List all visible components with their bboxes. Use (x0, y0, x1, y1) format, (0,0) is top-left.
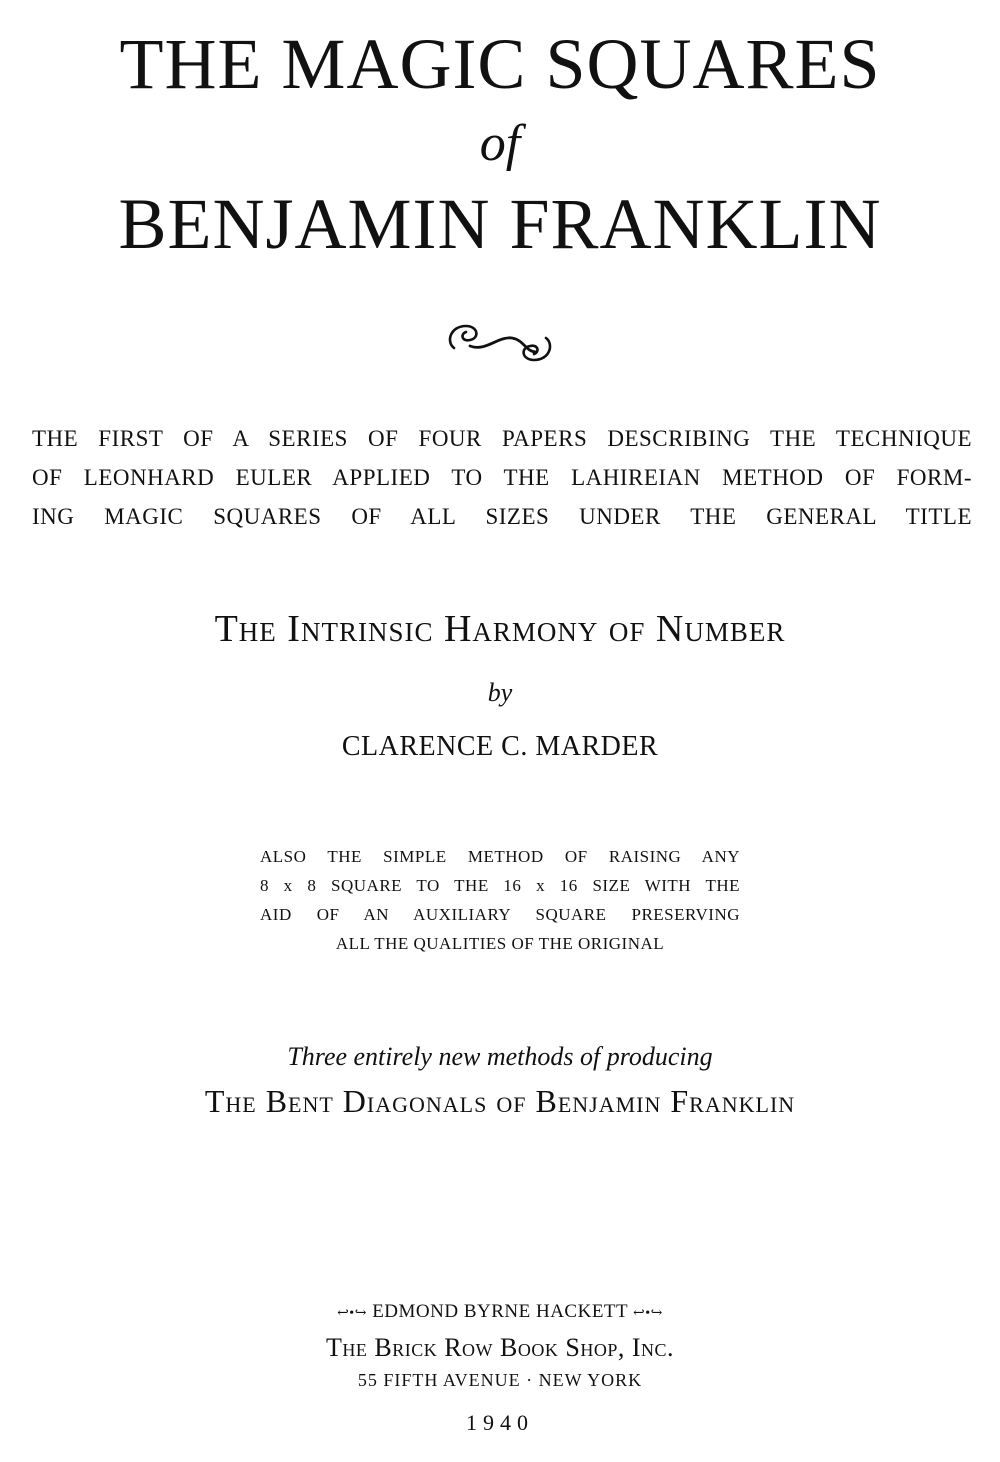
by-label: by (487, 678, 513, 707)
publisher-shop: The Brick Row Book Shop, Inc. (325, 1333, 675, 1362)
left-flourish-glyph: ↩•↪ (337, 1306, 367, 1321)
publisher-address: 55 FIFTH AVENUE · NEW YORK (357, 1370, 643, 1390)
description-line-2: OF LEONHARD EULER APPLIED TO THE LAHIREIAN METHOD OF FORM- (32, 465, 972, 490)
right-flourish-glyph: ↩•↪ (633, 1306, 663, 1321)
publication-year: 1940 (466, 1410, 534, 1435)
series-title: The Intrinsic Harmony of Number (214, 608, 786, 650)
author-name: CLARENCE C. MARDER (341, 731, 659, 762)
also-line-1: ALSO THE SIMPLE METHOD OF RAISING ANY (260, 847, 740, 866)
scroll-flourish-icon (440, 312, 560, 372)
methods-title: The Bent Diagonals of Benjamin Franklin (204, 1083, 796, 1119)
also-line-3: AID OF AN AUXILIARY SQUARE PRESERVING (260, 905, 740, 924)
publisher-name: EDMOND BYRNE HACKETT (372, 1301, 628, 1322)
title-line-2: BENJAMIN FRANKLIN (118, 184, 882, 264)
title-line-1: THE MAGIC SQUARES (119, 24, 881, 104)
publisher-name-line (0, 1302, 1000, 1321)
methods-intro: Three entirely new methods of producing (287, 1042, 713, 1071)
title-of: of (479, 115, 521, 172)
also-line-2: 8 x 8 SQUARE TO THE 16 x 16 SIZE WITH THE (260, 876, 740, 895)
also-line-4: ALL THE QUALITIES OF THE ORIGINAL (335, 934, 665, 953)
description-line-3: ING MAGIC SQUARES OF ALL SIZES UNDER THE GENERAL TITLE (32, 504, 972, 529)
description-line-1: THE FIRST OF A SERIES OF FOUR PAPERS DESCRIBING THE TECHNIQUE (32, 426, 972, 451)
